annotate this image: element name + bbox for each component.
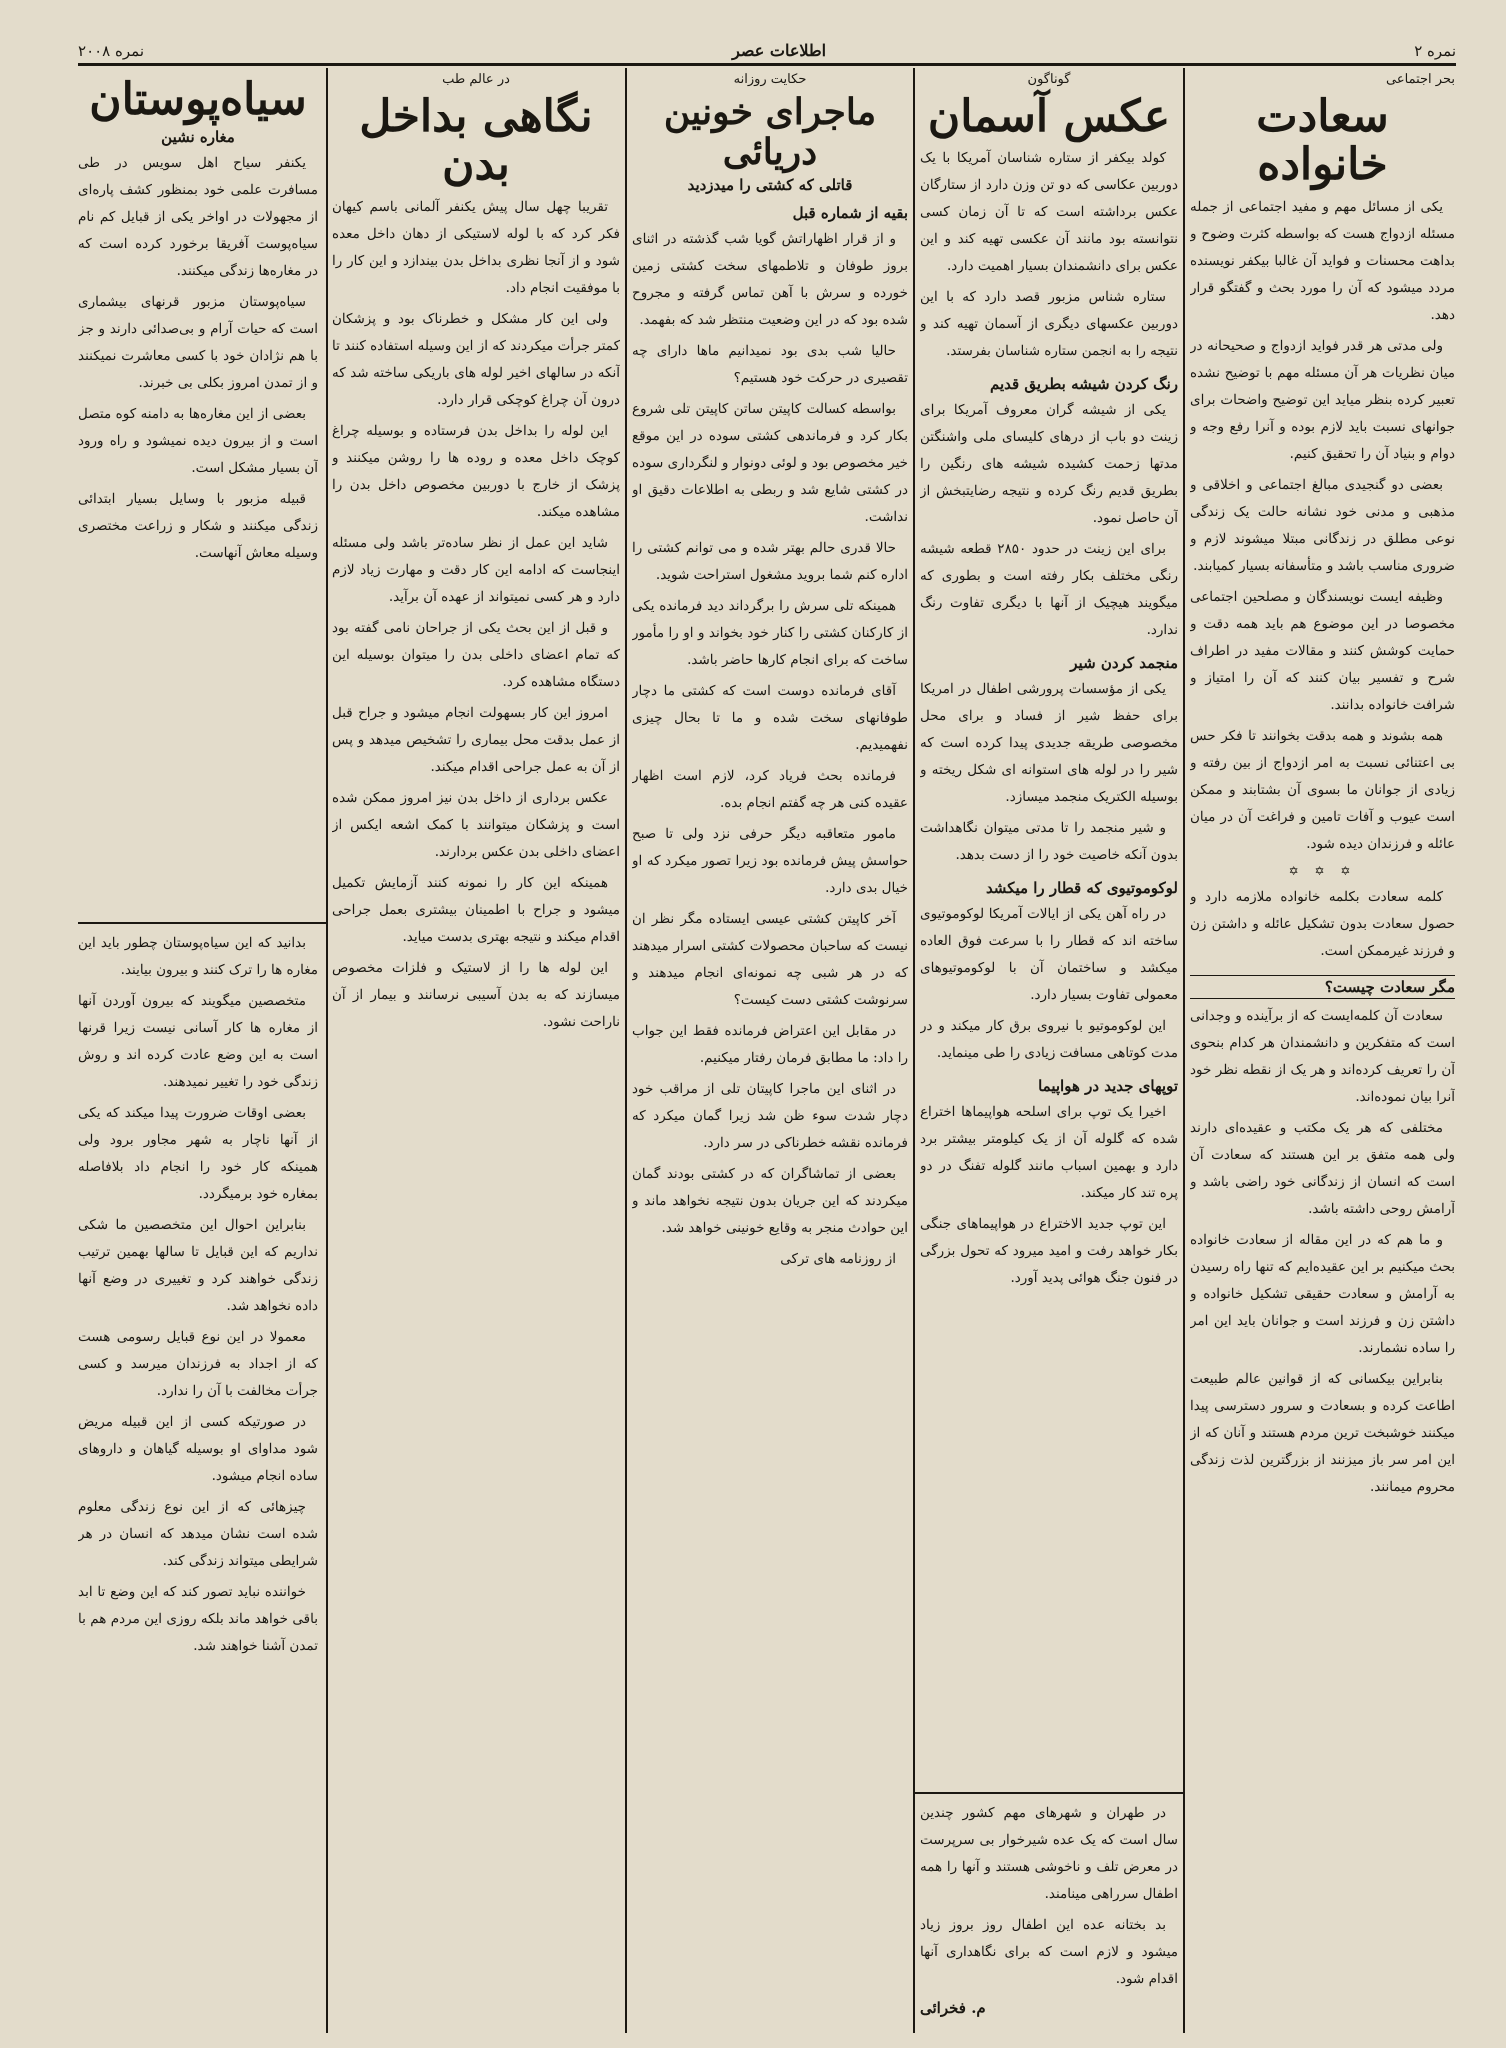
- paragraph: حالا قدری حالم بهتر شده و می توانم کشتی را اداره کنم شما بروید مشغول استراحت شوید.: [632, 540, 908, 584]
- paragraph: امروز این کار بسهولت انجام میشود و جراح قبل از عمل بدقت محل بیماری را تشخیص میدهد و پس از آن به عمل جراحی اقدام میکند.: [332, 704, 620, 775]
- paragraph: این لوله ها را از لاستیک و فلزات مخصوص میسازند که به بدن آسیبی نرسانند و بیمار از آن ناراحت نشود.: [332, 959, 620, 1030]
- article-title: نگاهی بداخل بدن: [359, 91, 593, 191]
- paragraph: حاليا شب بدی بود نمیدانیم ما‌ها دارای چه تقصیری در حرکت خود هستیم؟: [632, 343, 908, 387]
- paragraph: در صورتیکه کسی از این قبیله مریض شود مداوای او بوسیله گیاهان و داروهای ساده انجام میشود.: [78, 1414, 318, 1484]
- article-subtitle: مغاره نشین: [161, 128, 235, 147]
- paragraph: معمولا در این نوع قبایل رسومی هست که از اجداد به فرزندان میرسد و کسی جرأت مخالفت با آن را ندارد.: [78, 1329, 318, 1399]
- paragraph: مختلفی که هر یک مکتب و عقیده‌ای دارند ولی همه متفق بر این هستند که سعادت آن است که انسان از زندگانی خود راضی باشد و آرامش روحی داشته باشد.: [1190, 1119, 1455, 1217]
- paragraph: همینکه تلی سرش را برگرداند دید فرمانده یکی از کارکنان کشتی را کنار خود بخواند و او را مأمور ساخت که برای انجام کارها حاضر باشد.: [632, 598, 908, 669]
- article-title: سعادت خانواده: [1256, 91, 1389, 191]
- article-sea-story: [632, 70, 908, 2030]
- paragraph: همه بشوند و همه بدقت بخوانند تا فکر حس بی اعتنائی نسبت به امر ازدواج از بین رفته و زیادی از جوانان ما بسوی آن بشتابند و ممکن است عیوب و آفات تامین و فراغت آن در میان عائله و فرزندان دیده شود.: [1190, 727, 1455, 852]
- paragraph: بواسطه کسالت کاپیتن ساتن کاپیتن تلی شروع بکار کرد و فرماندهی کشتی سوده در این موقع خیر مخصوص بود و لوئی دونوار و لنگرداری سوده در کشتی شایع شد و ربطی به اطلاعات دقیق او نداشت.: [632, 401, 908, 526]
- paragraph: فرمانده بحث فریاد کرد، لازم است اظهار عقیده کنی هر چه گفتم انجام بده.: [632, 768, 908, 812]
- paragraph: در راه آهن یکی از ایالات آمریکا لوکوموتیوی ساخته اند که قطار را با سرعت فوق العاده میکشد و ساختمان آن با لوکوموتیوهای معمولی تفاوت بسیار دارد.: [920, 906, 1178, 1004]
- article-kicker: گوناگون: [1027, 72, 1071, 87]
- article-sky-photo: [920, 70, 1178, 1790]
- section-heading: مگر سعادت چیست؟: [1190, 975, 1455, 999]
- paragraph: بعضی اوقات ضرورت پیدا میکند که یکی از آنها ناچار به شهر مجاور برود ولی همینکه کار خود را انجام داد بلافاصله بمغاره خود برمیگردد.: [78, 1105, 318, 1202]
- paragraph: بنابراین بیکسانی که از قوانین عالم طبیعت اطاعت کرده و بسعادت و سرور دسترسی پیدا میکنند خوشبخت ترین مردم هستند و آنان که از این امر سر باز میزنند از بزرگترین لذت زندگی محروم میمانند.: [1190, 1370, 1455, 1495]
- article-kicker: در عالم طب: [442, 72, 510, 87]
- section-rule: [913, 1792, 1183, 1794]
- article-kicker: حکایت روزانه: [733, 72, 807, 87]
- paragraph: تقریبا چهل سال پیش یکنفر آلمانی باسم کیهان فکر کرد که با لوله لاستیکی از دهان داخل معده شود و از آنجا نظری بداخل بدن بیندازد و این کار را با موفقیت انجام داد.: [332, 198, 620, 296]
- stars-divider: ✡ ✡ ✡: [1288, 863, 1357, 878]
- paragraph: سعادت آن کلمه‌ایست که از برآینده و وجدانی است که متفکرین و دانشمندان هر کدام بنحوی آن را تعریف کرده‌اند و هر یک از نقطه نظر خود آنرا بیان نموده‌اند.: [1190, 1007, 1455, 1105]
- article-title: ماجرای خونین دریائی: [663, 91, 877, 173]
- section-rule: [78, 922, 326, 924]
- column-rule: [913, 68, 915, 2033]
- paragraph: آقای فرمانده دوست است که کشتی ما دچار طوفانهای سخت شده و ما تا بحال چیزی نفهمیدیم.: [632, 683, 908, 754]
- paragraph: بعضی از تماشاگران که در کشتی بودند گمان میکردند که این جریان بدون نتیجه نخواهد ماند و این حوادث منجر به وقایع خونینی خواهد شد.: [632, 1166, 908, 1237]
- paragraph: آخر کاپیتن کشتی عیسی ایستاده مگر نظر ان نیست که ساحبان محصولات کشتی اسرار میدهند که در هر شبی چه نمونه‌ای انجام میدهند و سرنوشت کشتی دست کیست؟: [632, 911, 908, 1009]
- source-line: از روزنامه های ترکی: [780, 1251, 896, 1268]
- column-rule: [625, 68, 627, 2033]
- column-rule: [1183, 68, 1185, 2033]
- paragraph: و ما هم که در این مقاله از سعادت خانواده بحث میکنیم بر این عقیده‌ایم که تنها راه رسیدن به آرامش و سعادت حقیقی تشکیل خانواده و داشتن زن و فرزند است و جوانان باید این امر را ساده نشمارند.: [1190, 1231, 1455, 1356]
- paragraph: سیاه‌پوستان مزبور قرنهای بیشماری است که حیات آرام و بی‌صدائی دارند و جز با هم نژادان خود با کسی معاشرت نمیکنند و از تمدن امروز بکلی بی خبرند.: [78, 294, 318, 392]
- masthead: [78, 38, 1456, 66]
- paragraph: عکس برداری از داخل بدن نیز امروز ممکن شده است و پزشکان میتوانند با کمک اشعه ایکس از اعضای داخلی بدن عکس بردارند.: [332, 789, 620, 860]
- paragraph: بد بختانه عده این اطفال روز بروز زیاد میشود و لازم است که برای نگاهداری آنها اقدام شود.: [920, 1917, 1178, 1987]
- newspaper-name: اطلاعات عصر: [732, 41, 827, 60]
- paragraph: ستاره شناس مزبور قصد دارد که با این دوربین عکسهای دیگری از آسمان تهیه کند و نتیجه را به انجمن ستاره شناسان بفرستد.: [920, 289, 1178, 360]
- paragraph: برای این زینت در حدود ۲۸۵۰ قطعه شیشه رنگی مختلف بکار رفته است و بطوری که میگویند هیچیک از آنها با دیگری تفاوت رنگ ندارد.: [920, 541, 1178, 639]
- paragraph: و شیر منجمد را تا مدتی میتوان نگاهداشت بدون آنکه خاصیت خود را از دست بدهد.: [920, 820, 1178, 864]
- article-title: عکس آسمان: [927, 91, 1171, 142]
- paragraph: ولی این کار مشکل و خطرناک بود و پزشکان کمتر جرأت میکردند که از این وسیله استفاده کنند تا آنکه در سالهای اخیر لوله های باریکی ساخته شد که درون آن چراغ کوچکی قرار دارد.: [332, 310, 620, 408]
- motto: کلمه سعادت بکلمه خانواده ملازمه دارد و حصول سعادت بدون تشکیل عائله و داشتن زن و فرزند غیرممکن است.: [1190, 888, 1455, 959]
- article-family-happiness: [1190, 70, 1455, 2030]
- subheading: منجمد کردن شیر: [1070, 654, 1178, 673]
- article-kicker: بحر اجتماعی: [1386, 72, 1455, 87]
- article-subtitle: قاتلی که کشتی را میدزدید: [687, 176, 853, 195]
- paragraph: خواننده نباید تصور کند که این وضع تا ابد باقی خواهد ماند بلکه روزی این مردم هم با تمدن آشنا خواهند شد.: [78, 1584, 318, 1654]
- paragraph: اخیرا یک توپ برای اسلحه هواپیماها اختراع شده که گلوله آن از یک کیلومتر بیشتر برد دارد و بهمین اسباب مانند گلوله تفنگ در دو پره تند کار میکند.: [920, 1104, 1178, 1202]
- continued-label: بقیه از شماره قبل: [792, 204, 908, 223]
- paragraph: یکی از مسائل مهم و مفید اجتماعی از جمله مسئله ازدواج هست که بواسطه کثرت وضوح و بداهت محسنات و فواید آن غالبا بیکفر نویسنده مردد میشود که آن را مورد بحث و گفتگو قرار دهد.: [1190, 198, 1455, 323]
- paragraph: در اثنای این ماجرا کاپیتان تلی از مراقب خود دچار شدت سوء ظن شد زیرا گمان میکرد که فرمانده نقشه خطرناکی در سر دارد.: [632, 1081, 908, 1152]
- subheading: لوکوموتیوی که قطار را میکشد: [985, 879, 1178, 898]
- article-black-tribes: [78, 70, 318, 915]
- paragraph: همینکه این کار را نمونه کنند آزمایش تکمیل میشود و جراح با اطمینان بیشتری بعمل جراحی اقدام میکند و نتیجه بهتری بدست میاید.: [332, 874, 620, 945]
- paragraph: مامور متعاقبه دیگر حرفی نزد ولی تا صبح حواسش پیش فرمانده بود زیرا تصور میکرد که او خیال بدی دارد.: [632, 826, 908, 897]
- paragraph: یکنفر سیاح اهل سویس در طی مسافرت علمی خود بمنظور کشف پاره‌ای از مجهولات در اواخر یکی از قبایل کم نام سیاه‌پوست آفریقا برخورد کرده است که در مغاره‌ها زندگی میکنند.: [78, 155, 318, 280]
- paragraph: در مقابل این اعتراض فرمانده فقط این جواب را داد: ما مطابق فرمان رفتار میکنیم.: [632, 1023, 908, 1067]
- issue-number: نمره ۲۰۰۸: [78, 42, 144, 60]
- paragraph: کولد بیکفر از ستاره شناسان آمریکا با یک دوربین عکاسی که دو تن وزن دارد از ستارگان عکس برداشته است که تا آن زمان کسی نتوانسته بود مانند آن عکسی تهیه کند و این عکس برای دانشمندان بسیار اهمیت دارد.: [920, 150, 1178, 275]
- paragraph: این لوکوموتیو با نیروی برق کار میکند و در مدت کوتاهی مسافت زیادی را طی مینماید.: [920, 1018, 1178, 1062]
- paragraph: قبیله مزبور با وسایل بسیار ابتدائی زندگی میکنند و شکار و زراعت مختصری وسیله معاش آنهاست.: [78, 491, 318, 562]
- paragraph: و قبل از این بحث یکی از جراحان نامی گفته بود که تمام اعضای داخلی بدن را میتوان بوسیله این دستگاه مشاهده کرد.: [332, 619, 620, 690]
- article-tail: [920, 1800, 1178, 2030]
- paragraph: بعضی دو گنجیدی مبالغ اجتماعی و اخلاقی و مذهبی و مدنی خود نشانه حالت یک زندگی نوعی مطلق در زندگانی مبتلا میشوند لازم و ضروری مناسب باشد و متأسفانه بسیار کمیابند.: [1190, 476, 1455, 574]
- paragraph: یکی از مؤسسات پرورشی اطفال در امریکا برای حفظ شیر از فساد و برای محل مخصوصی طریقه جدیدی پیدا کرده است که شیر را در لوله های استوانه ای شکل ریخته و بوسیله الکتریک منجمد میسازد.: [920, 681, 1178, 806]
- article-black-tribes-continued: [78, 930, 318, 2030]
- paragraph: بدانید که این سیاه‌پوستان چطور باید این مغاره ها را ترک کنند و بیرون بیایند.: [78, 935, 318, 978]
- paragraph: متخصصین میگویند که بیرون آوردن آنها از مغاره ها کار آسانی نیست زیرا قرنها است به این وضع عادت کرده اند و روش زندگی خود را تغییر نمیدهند.: [78, 993, 318, 1090]
- paragraph: شاید این عمل از نظر ساده‌تر باشد ولی مسئله اینجاست که ادامه این کار دقت و مهارت زیاد لازم دارد و هر کسی نمیتواند از عهده آن برآید.: [332, 534, 620, 605]
- subheading: توپهای جدید در هواپیما: [1038, 1077, 1178, 1096]
- paragraph: بنابراین احوال این متخصصین ما شکی نداریم که این قبایل تا سالها بهمین ترتیب زندگی خواهند کرد و تغییری در وضع آنها داده نخواهد شد.: [78, 1217, 318, 1314]
- page-number-right: نمره ۲: [1414, 42, 1456, 60]
- paragraph: چیزهائی که از این نوع زندگی معلوم شده است نشان میدهد که انسان در هر شرایطی میتواند زندگی کند.: [78, 1499, 318, 1569]
- column-rule: [326, 68, 328, 2033]
- paragraph: وظیفه ایست نویسندگان و مصلحین اجتماعی مخصوصا در این موضوع هم باید همه دقت و حمایت کوشش کنند و مقالات مفید در اطراف شرح و تفسیر بیان کنند که آن را امتیاز و شرافت خانواده بدانند.: [1190, 588, 1455, 713]
- paragraph: این لوله را بداخل بدن فرستاده و بوسیله چراغ کوچک داخل معده و روده ها را روشن میکنند و پزشک از خارج با دوربین مخصوص داخل بدن را مشاهده میکند.: [332, 422, 620, 520]
- paragraph: و از قرار اظهاراتش گویا شب گذشته در اثنای بروز طوفان و تلاطمهای سخت کشتی زمین خورده و سرش با آهن تماس گرفته و مجروح شده بود که در این وضعیت منتظر شد که بفهمد.: [632, 231, 908, 329]
- article-title: سیاه‌پوستان: [89, 74, 307, 125]
- paragraph: یکی از شیشه گران معروف آمریکا برای زینت دو باب از درهای کلیسای ملی واشنگتن مدتها زحمت کشیده شیشه های رنگین را بطریق قدیم رنگ کرده و نتیجه رضایتبخش از آن حاصل نمود.: [920, 402, 1178, 527]
- article-inside-body: [332, 70, 620, 2030]
- subheading: رنگ کردن شیشه بطریق قدیم: [989, 375, 1178, 394]
- paragraph: این توپ جدید الاختراع در هواپیماهای جنگی بکار خواهد رفت و امید میرود که تحول بزرگی در فنون جنگ هوائی پدید آورد.: [920, 1216, 1178, 1287]
- paragraph: بعضی از این مغاره‌ها به دامنه کوه متصل است و از بیرون دیده نمیشود و راه ورود آن بسیار مشکل است.: [78, 406, 318, 477]
- paragraph: ولی مدتی هر قدر فواید ازدواج و صحیحانه در میان نظریات هر آن مسئله مهم با توضیح نشده تعبیر کرده بنظر میاید این توضیح واضحات برای جوانهای نسبت باید لازم بوده و آنرا رفع وجه و دوام و بنیاد آن را تحقیق کنیم.: [1190, 337, 1455, 462]
- paragraph: در طهران و شهرهای مهم کشور چندین سال است که یک عده شیرخوار بی سرپرست در معرض تلف و ناخوشی هستند و آنها را همه اطفال سرراهی مینامند.: [920, 1805, 1178, 1902]
- author-signature: م. فخرائی: [920, 1999, 986, 2017]
